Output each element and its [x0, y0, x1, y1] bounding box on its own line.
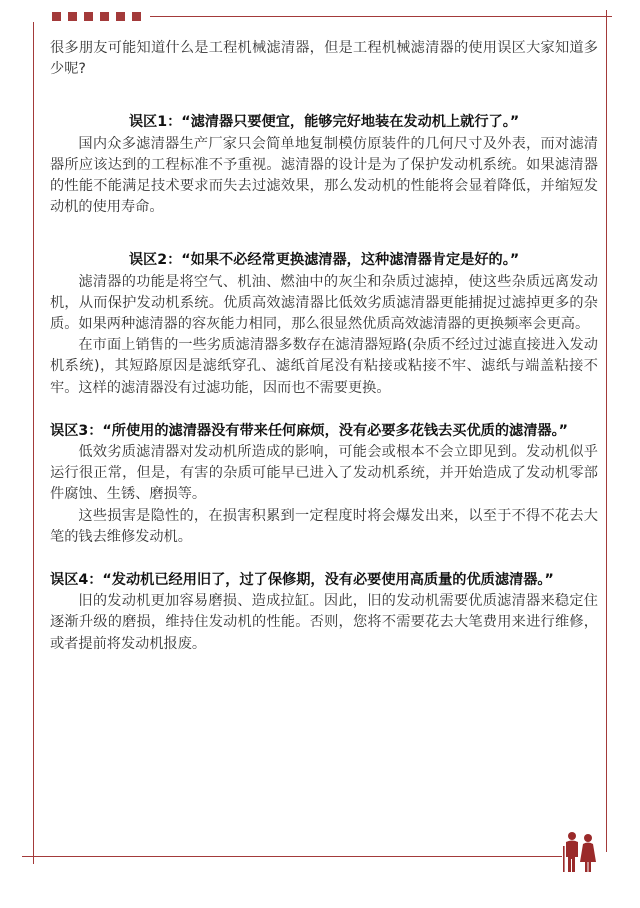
section-3-paragraph-2: 这些损害是隐性的，在损害积累到一定程度时将会爆发出来，以至于不得不花去大笔的钱去维修发动机。 — [50, 507, 598, 545]
square-icon — [100, 12, 109, 21]
section-2-paragraph-2: 在市面上销售的一些劣质滤清器多数存在滤清器短路(杂质不经过过滤直接进入发动机系统)，其短路原因是滤纸穿孔、滤纸首尾没有粘接或粘接不牢、滤纸与端盖粘接不牢。这样的滤清器没有过滤功能，因而也不需要更换。 — [50, 337, 598, 396]
frame-top-line — [150, 16, 612, 17]
frame-bottom-line — [22, 856, 562, 857]
section-1-paragraph-1: 国内众多滤清器生产厂家只会简单地复制模仿原装件的几何尺寸及外表，而对滤清器所应该达到的工程标准不予重视。滤清器的设计是为了保护发动机系统。如果滤清器的性能不能满足技术要求而失去过滤效果，那么发动机的性能将会显着降低，并缩短发动机的使用寿命。 — [50, 135, 598, 216]
spacer — [50, 218, 598, 250]
intro-paragraph: 很多朋友可能知道什么是工程机械滤清器，但是工程机械滤清器的使用误区大家知道多少呢? — [50, 40, 598, 78]
section-2-paragraph-1: 滤清器的功能是将空气、机油、燃油中的灰尘和杂质过滤掉，使这些杂质远离发动机，从而保护发动机系统。优质高效滤清器比低效劣质滤清器更能捕捉过滤掉更多的杂质。如果两种滤清器的容灰能力相同，那么很显然优质高效滤清器的更换频率会更高。 — [50, 273, 598, 333]
square-icon — [116, 12, 125, 21]
square-icon — [132, 12, 141, 21]
section-2-heading: 误区2：“如果不必经常更换滤清器，这种滤清器肯定是好的。” — [128, 252, 520, 269]
section-3-paragraph-1: 低效劣质滤清器对发动机所造成的影响，可能会或根本不会立即见到。发动机似乎运行很正常，但是，有害的杂质可能早已进入了发动机系统，并开始造成了发动机零部件腐蚀、生锈、磨损等。 — [50, 444, 598, 503]
section-4-heading: 误区4：“发动机已经用旧了，过了保修期，没有必要使用高质量的优质滤清器。” — [50, 572, 554, 589]
frame-right-line — [606, 10, 607, 852]
elderly-couple-icon — [560, 830, 600, 874]
article-body — [50, 38, 598, 655]
section-3-heading: 误区3：“所使用的滤清器没有带来任何麻烦，没有必要多花钱去买优质的滤清器。” — [50, 422, 568, 439]
section-1-heading: 误区1：“滤清器只要便宜，能够完好地装在发动机上就行了。” — [128, 114, 520, 131]
spacer — [50, 399, 598, 421]
square-icon — [84, 12, 93, 21]
spacer — [50, 80, 598, 112]
decorative-squares — [52, 12, 141, 21]
spacer — [50, 548, 598, 570]
square-icon — [68, 12, 77, 21]
square-icon — [52, 12, 61, 21]
frame-left-line — [33, 22, 34, 864]
section-4-paragraph-1: 旧的发动机更加容易磨损、造成拉缸。因此，旧的发动机需要优质滤清器来稳定住逐渐升级的磨损，维持住发动机的性能。否则，您将不需要花去大笔费用来进行维修，或者提前将发动机报废。 — [50, 593, 598, 652]
